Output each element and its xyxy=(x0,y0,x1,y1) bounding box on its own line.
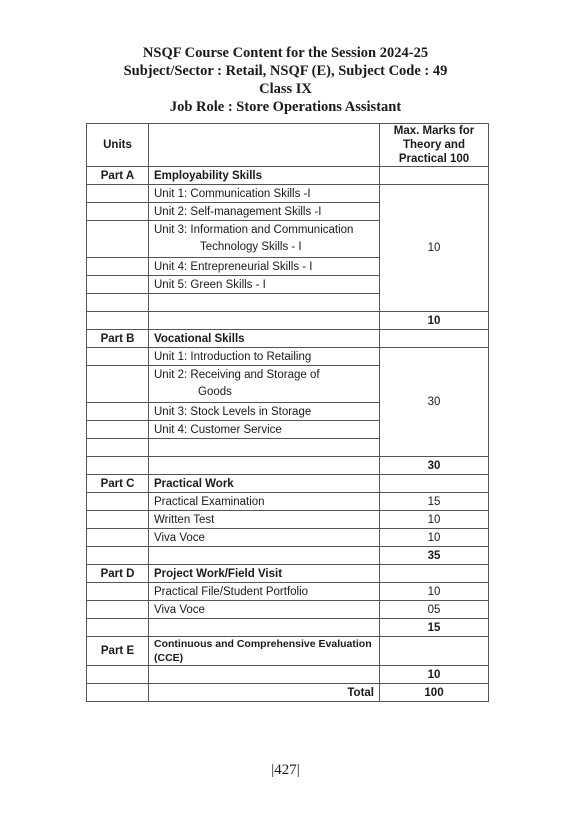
header-units: Units xyxy=(87,124,149,167)
part-a-subtotal-row xyxy=(87,312,489,330)
table-row xyxy=(87,185,489,203)
heading-line-job-role: Job Role : Store Operations Assistant xyxy=(169,99,402,115)
part-b-unit-3: Unit 3: Stock Levels in Storage xyxy=(149,403,380,421)
heading-line-subject: Subject/Sector : Retail, NSQF (E), Subject Code : 49 xyxy=(123,63,448,79)
part-a-unit-2: Unit 2: Self-management Skills -I xyxy=(149,203,380,221)
part-d-item-1: Practical File/Student Portfolio xyxy=(149,583,380,601)
part-d-item-2: Viva Voce xyxy=(149,601,380,619)
table-row xyxy=(87,493,489,511)
part-a-unit-3-line-1: Unit 3: Information and Communication xyxy=(154,224,354,236)
part-e-subtotal-row xyxy=(87,666,489,684)
part-b-unit-2 xyxy=(149,366,380,403)
part-a-title: Employability Skills xyxy=(149,167,380,185)
table-row xyxy=(87,601,489,619)
part-d-marks-2: 05 xyxy=(380,601,489,619)
part-c-subtotal-row xyxy=(87,547,489,565)
part-a-row xyxy=(87,167,489,185)
part-d-label: Part D xyxy=(87,565,149,583)
part-c-item-1: Practical Examination xyxy=(149,493,380,511)
part-c-item-2: Written Test xyxy=(149,511,380,529)
part-a-unit-3 xyxy=(149,221,380,258)
part-c-marks-3: 10 xyxy=(380,529,489,547)
part-c-title: Practical Work xyxy=(149,475,380,493)
part-d-subtotal-row xyxy=(87,619,489,637)
part-b-subtotal-row xyxy=(87,457,489,475)
part-c-marks-1: 15 xyxy=(380,493,489,511)
total-label: Total xyxy=(149,684,380,702)
table-row xyxy=(87,529,489,547)
heading-line-session: NSQF Course Content for the Session 2024-25 xyxy=(142,45,429,61)
part-a-unit-4: Unit 4: Entrepreneurial Skills - I xyxy=(149,258,380,276)
part-e-label: Part E xyxy=(87,637,149,666)
total-value: 100 xyxy=(380,684,489,702)
part-c-item-3: Viva Voce xyxy=(149,529,380,547)
page-number: |427| xyxy=(271,762,300,778)
part-a-subtotal: 10 xyxy=(380,312,489,330)
part-b-subtotal: 30 xyxy=(380,457,489,475)
part-c-row xyxy=(87,475,489,493)
part-a-unit-3-line-2: Technology Skills - I xyxy=(200,241,302,253)
part-b-title: Vocational Skills xyxy=(149,330,380,348)
table-row xyxy=(87,511,489,529)
part-c-subtotal: 35 xyxy=(380,547,489,565)
table-row xyxy=(87,348,489,366)
part-e-row xyxy=(87,637,489,666)
part-b-marks: 30 xyxy=(380,348,489,457)
heading-line-class: Class IX xyxy=(259,81,312,97)
part-b-label: Part B xyxy=(87,330,149,348)
part-c-label: Part C xyxy=(87,475,149,493)
course-content-table xyxy=(86,123,489,702)
part-d-row xyxy=(87,565,489,583)
part-a-label: Part A xyxy=(87,167,149,185)
part-d-subtotal: 15 xyxy=(380,619,489,637)
part-b-unit-2-line-2: Goods xyxy=(198,386,232,398)
header-max-marks-text: Max. Marks for Theory and Practical 100 xyxy=(393,125,475,165)
document-heading xyxy=(0,44,571,116)
part-b-unit-2-line-1: Unit 2: Receiving and Storage of xyxy=(154,369,320,381)
part-e-subtotal: 10 xyxy=(380,666,489,684)
part-a-unit-5: Unit 5: Green Skills - I xyxy=(149,276,380,294)
table-header-row xyxy=(87,124,489,167)
part-b-unit-4: Unit 4: Customer Service xyxy=(149,421,380,439)
header-blank xyxy=(149,124,380,167)
part-a-marks: 10 xyxy=(380,185,489,312)
part-a-unit-1: Unit 1: Communication Skills -I xyxy=(149,185,380,203)
part-e-title: Continuous and Comprehensive Evaluation (CCE) xyxy=(149,637,380,666)
header-max-marks xyxy=(380,124,489,167)
part-d-title: Project Work/Field Visit xyxy=(149,565,380,583)
part-b-unit-1: Unit 1: Introduction to Retailing xyxy=(149,348,380,366)
part-c-marks-2: 10 xyxy=(380,511,489,529)
table-row xyxy=(87,583,489,601)
part-d-marks-1: 10 xyxy=(380,583,489,601)
total-row xyxy=(87,684,489,702)
part-b-row xyxy=(87,330,489,348)
